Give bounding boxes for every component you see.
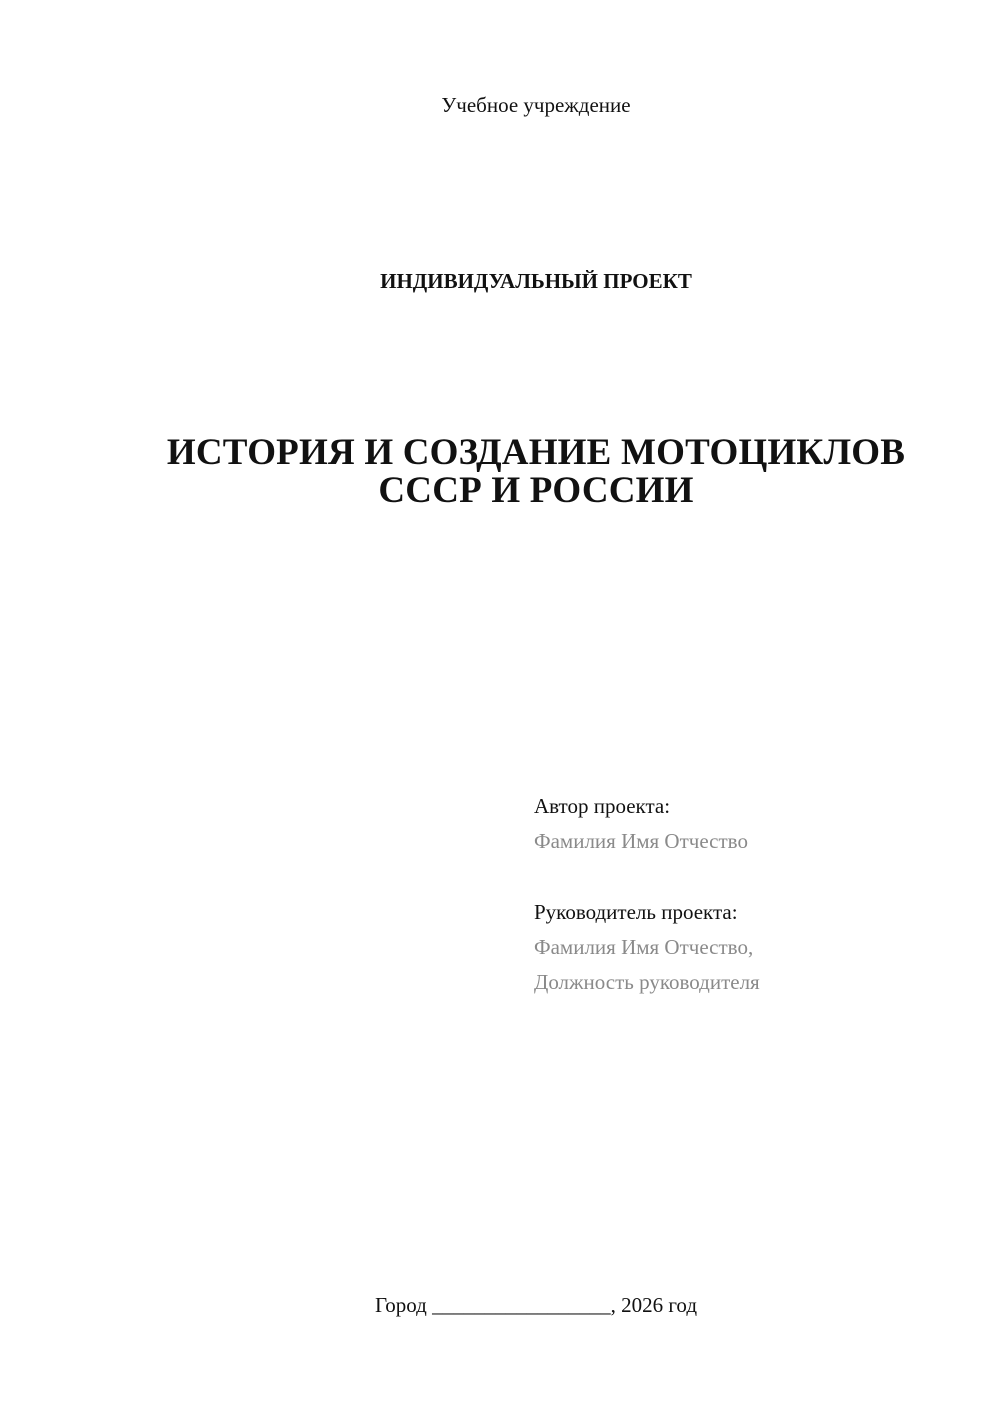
document-type: ИНДИВИДУАЛЬНЫЙ ПРОЕКТ bbox=[380, 269, 692, 293]
project-title-line-1: ИСТОРИЯ И СОЗДАНИЕ МОТОЦИКЛОВ bbox=[166, 432, 906, 473]
project-title-line-2: СССР И РОССИИ bbox=[378, 470, 694, 511]
credits-spacer bbox=[534, 859, 974, 895]
city-year-line: Город _________________, 2026 год bbox=[374, 1293, 698, 1317]
project-title bbox=[0, 434, 1000, 510]
author-label: Автор проекта: bbox=[534, 794, 671, 818]
author-name: Фамилия Имя Отчество bbox=[534, 829, 748, 853]
credits-block bbox=[534, 789, 974, 1000]
institution-name: Учебное учреждение bbox=[441, 93, 631, 117]
supervisor-name: Фамилия Имя Отчество, bbox=[534, 935, 754, 959]
supervisor-position: Должность руководителя bbox=[534, 970, 760, 994]
supervisor-label: Руководитель проекта: bbox=[534, 900, 738, 924]
